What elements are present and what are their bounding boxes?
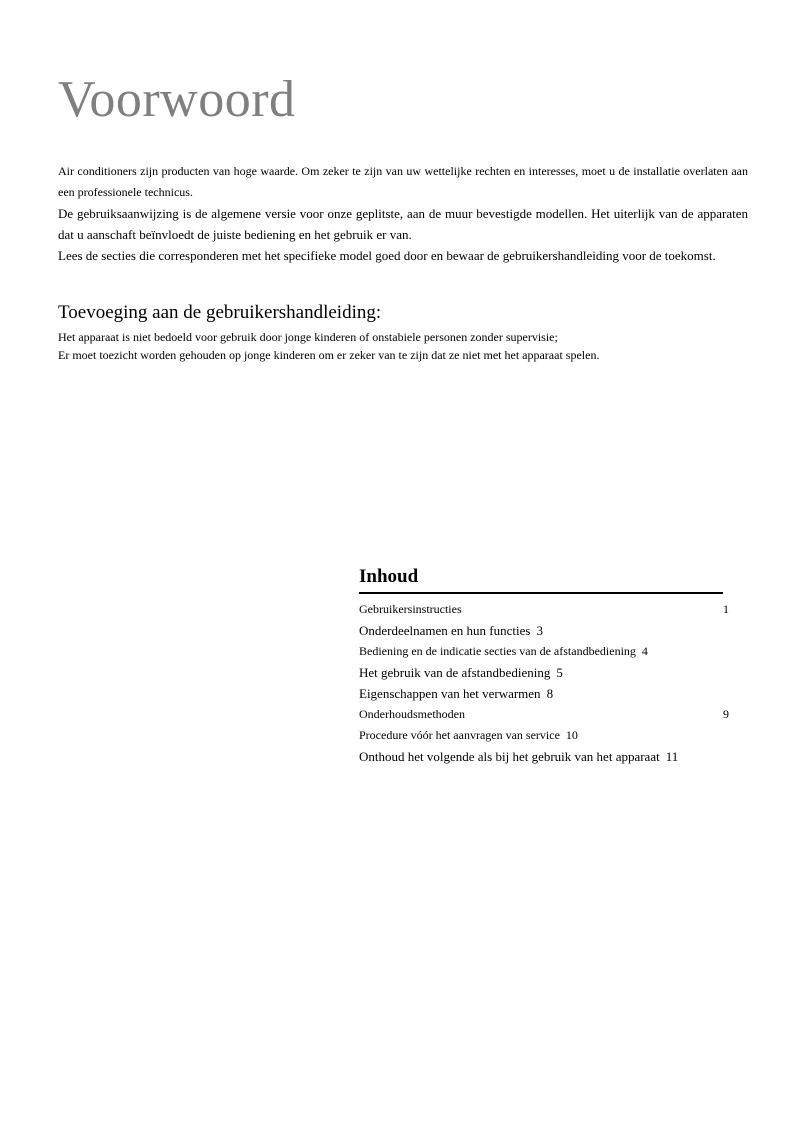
toc-item-label: Onderhoudsmethoden [359, 707, 465, 721]
addendum-heading: Toevoeging aan de gebruikershandleiding: [58, 302, 382, 323]
intro-paragraph-manual-version: De gebruiksaanwijzing is de algemene versie voor onze geplitste, aan de muur bevestigde modellen. Het uiterlijk van de apparaten dat u aanschaft beïnvloedt de juiste bediening en het gebruik er van. [58, 206, 748, 242]
toc-item-label: Gebruikersinstructies [359, 602, 462, 616]
toc-item-page: 5 [556, 665, 563, 680]
toc-item-label: Onderdeelnamen en hun functies [359, 623, 531, 638]
toc-list [359, 599, 739, 767]
toc-item-label: Het gebruik van de afstandbediening [359, 665, 551, 680]
toc-item-bediening[interactable] [359, 641, 739, 662]
toc-item-gebruik-afstandbediening[interactable] [359, 662, 739, 683]
intro-paragraph-installation: Air conditioners zijn producten van hoge waarde. Om zeker te zijn van uw wettelijke rechten en interesses, moet u de installatie overlaten aan een professionele technicus. [58, 164, 748, 199]
toc-item-page: 11 [665, 749, 679, 764]
toc-item-page: 4 [641, 644, 648, 658]
toc-item-page: 8 [546, 686, 554, 701]
intro-paragraph-read-sections: Lees de secties die corresponderen met het specifieke model goed door en bewaar de gebruikershandleiding voor de toekomst. [58, 248, 716, 263]
addendum-line-children: Er moet toezicht worden gehouden op jonge kinderen om er zeker van te zijn dat ze niet met het apparaat spelen. [58, 348, 600, 362]
addendum-section [58, 328, 758, 364]
intro-section [58, 161, 748, 266]
toc-item-label: Procedure vóór het aanvragen van service [359, 728, 560, 742]
toc-item-label: Bediening en de indicatie secties van de afstandbediening [359, 644, 636, 658]
toc-item-page: 1 [723, 602, 729, 616]
toc-item-onthoud[interactable] [359, 746, 739, 767]
toc-item-gebruikersinstructies[interactable] [359, 599, 739, 620]
table-of-contents [359, 564, 739, 767]
toc-item-label: Onthoud het volgende als bij het gebruik van het apparaat [359, 749, 660, 764]
toc-title: Inhoud [359, 564, 723, 594]
toc-item-page: 9 [723, 707, 729, 721]
toc-item-onderhoudsmethoden[interactable] [359, 704, 739, 725]
toc-item-service[interactable] [359, 725, 739, 746]
toc-item-verwarmen[interactable] [359, 683, 739, 704]
addendum-line-supervision: Het apparaat is niet bedoeld voor gebruik door jonge kinderen of onstabiele personen zonder supervisie; [58, 330, 558, 344]
toc-item-onderdeelnamen[interactable] [359, 620, 739, 641]
page-title: Voorwoord [58, 71, 296, 128]
toc-item-label: Eigenschappen van het verwarmen [359, 686, 541, 701]
toc-item-page: 3 [536, 623, 543, 638]
toc-item-page: 10 [565, 728, 578, 742]
